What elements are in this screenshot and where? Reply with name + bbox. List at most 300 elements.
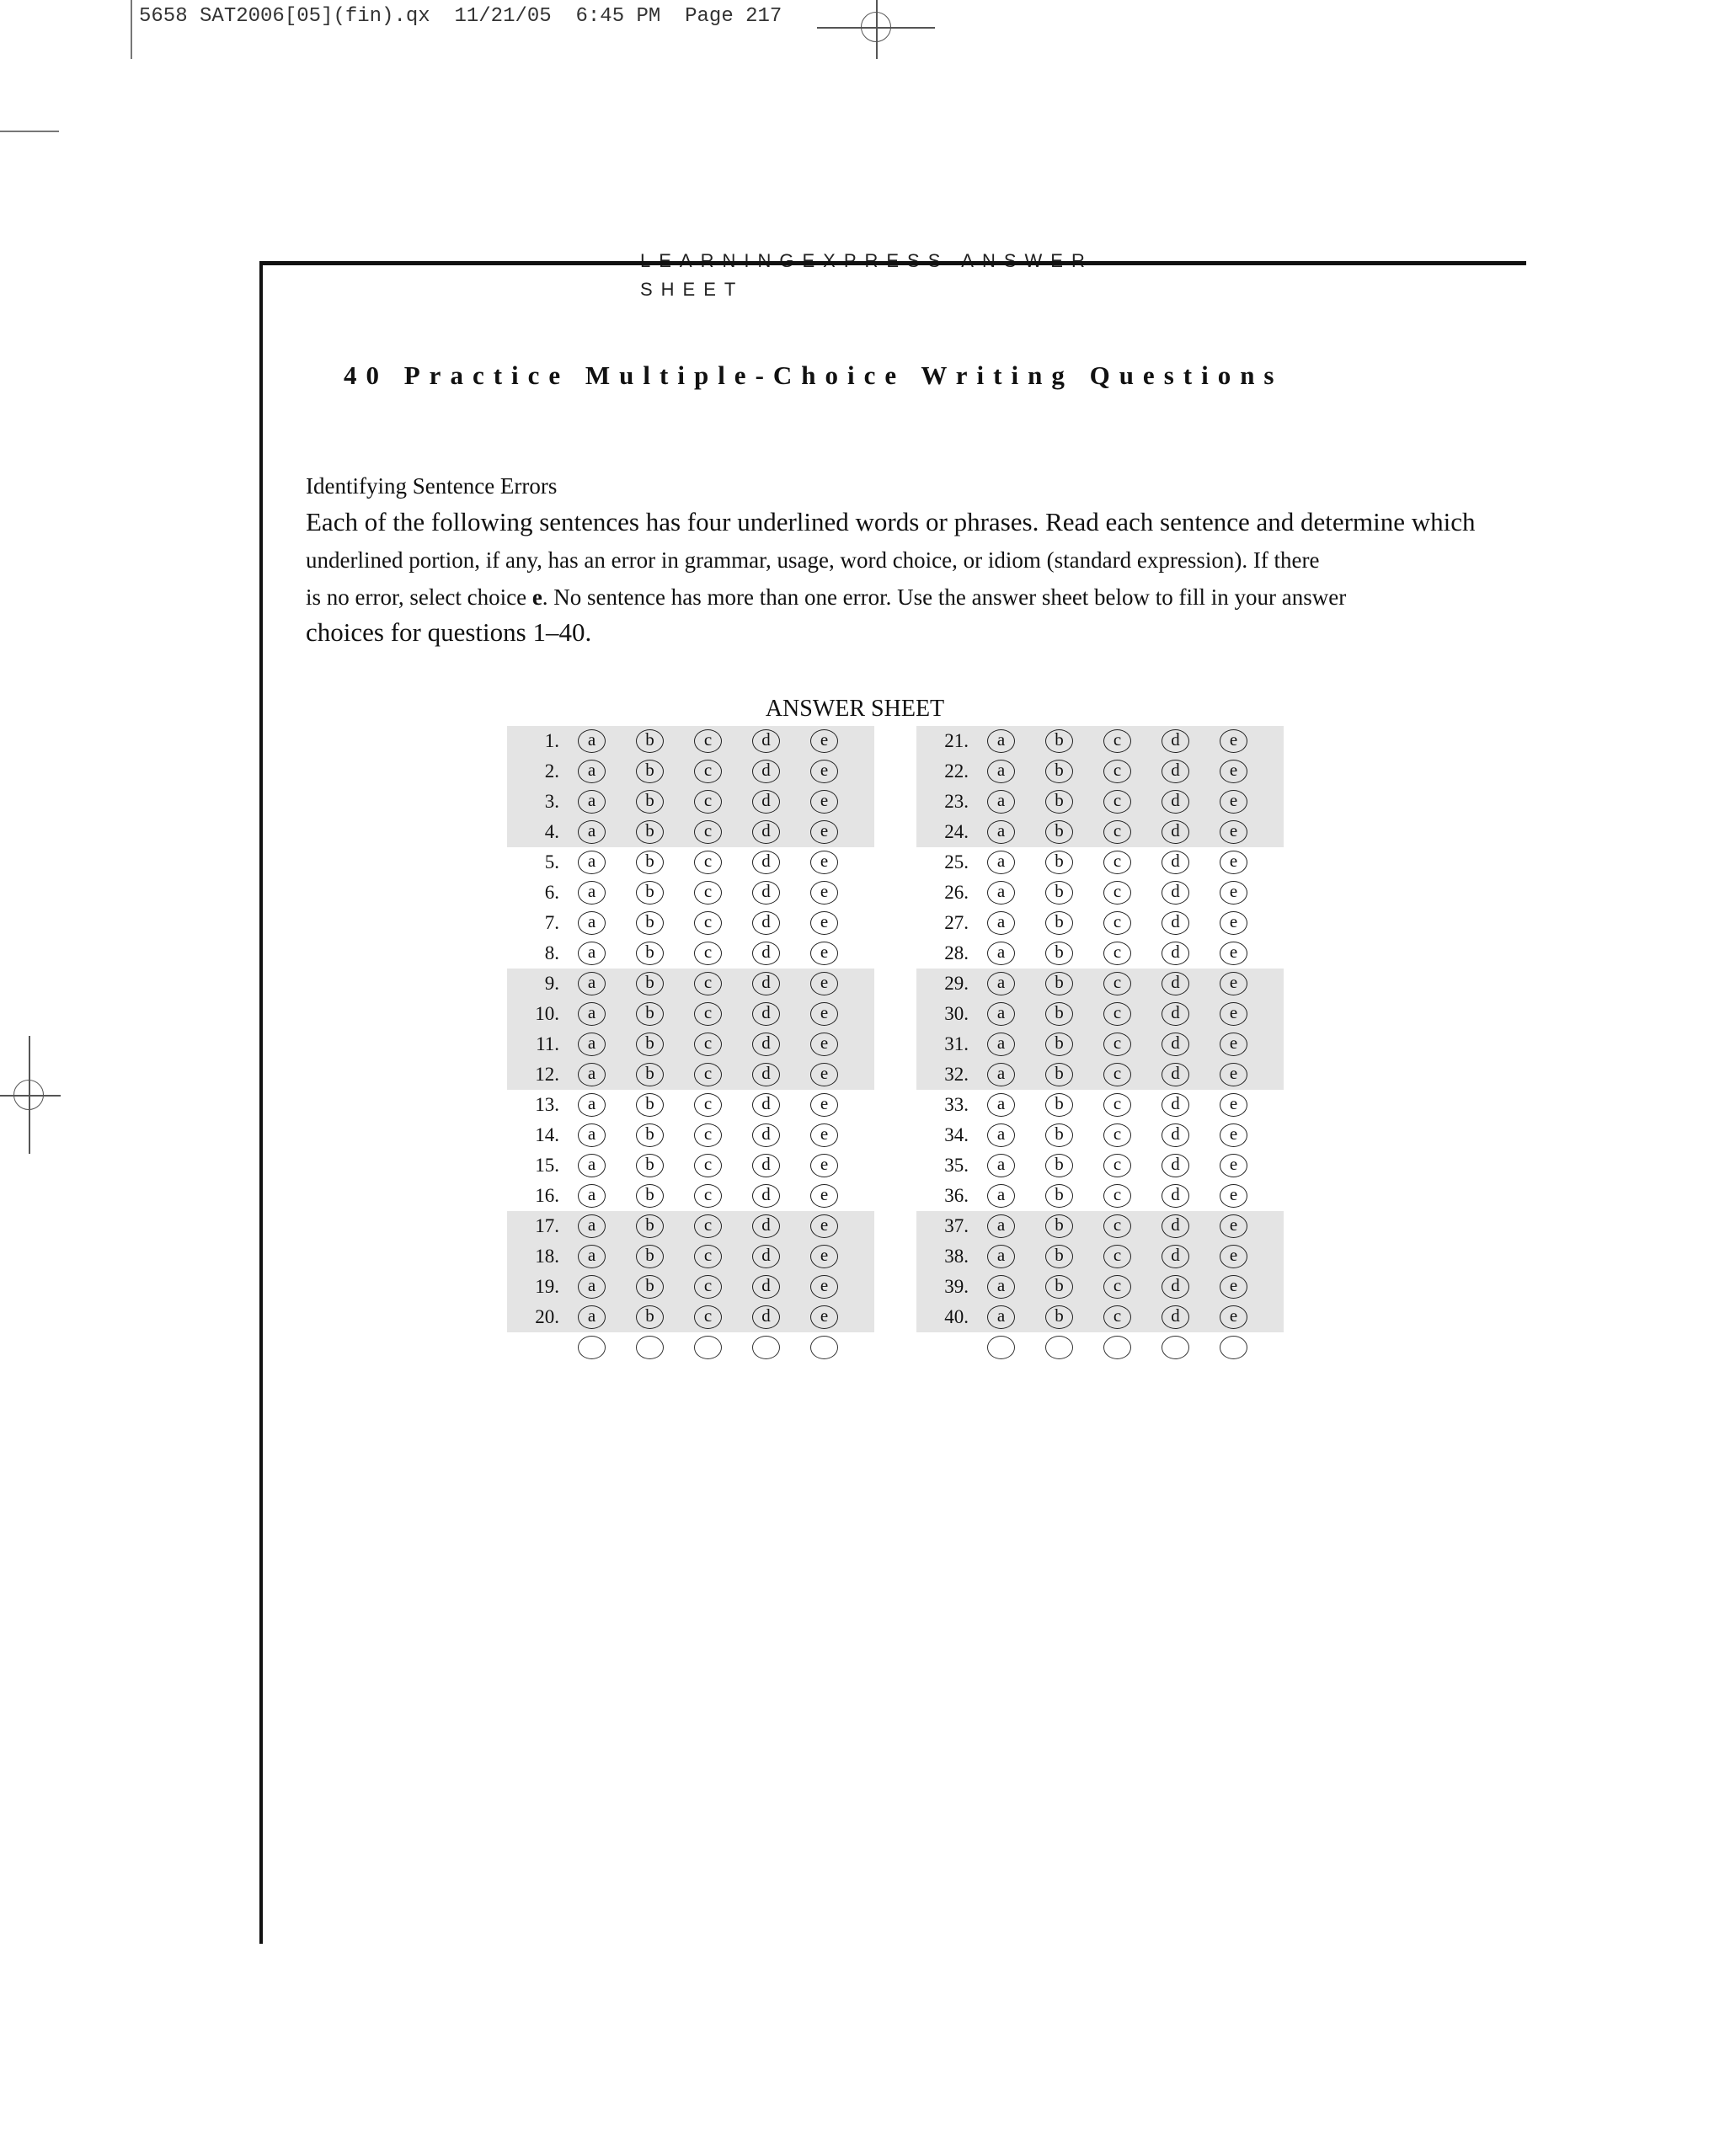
answer-row [916, 999, 1284, 1029]
answer-row [507, 878, 874, 908]
answer-bubble-c[interactable]: c [1103, 1275, 1131, 1299]
answer-bubble-c[interactable]: c [694, 1033, 722, 1056]
answer-bubble-c[interactable]: c [1103, 1033, 1131, 1056]
answer-bubble-d[interactable]: d [1162, 1002, 1189, 1026]
answer-bubble-c[interactable]: c [1103, 1305, 1131, 1329]
answer-bubble-d[interactable]: d [1162, 1154, 1189, 1177]
answer-bubble-e[interactable]: e [810, 851, 838, 874]
answer-bubble-a[interactable]: a [578, 1275, 606, 1299]
answer-bubble-a[interactable]: a [987, 972, 1015, 995]
question-number: 14. [535, 1124, 559, 1145]
answer-bubble-e[interactable]: e [1220, 972, 1247, 995]
answer-bubble-e[interactable]: e [1220, 1275, 1247, 1299]
answer-row [507, 1302, 874, 1332]
answer-bubble-d[interactable]: d [1162, 1245, 1189, 1268]
answer-bubble-d[interactable]: d [1162, 790, 1189, 814]
answer-bubble-b[interactable]: b [636, 851, 664, 874]
question-number: 8. [544, 942, 559, 963]
answer-bubble-e[interactable]: e [810, 1305, 838, 1329]
answer-bubble-c[interactable]: c [694, 1093, 722, 1117]
registration-mark-left [0, 1036, 61, 1154]
answer-bubble-a[interactable]: a [578, 760, 606, 783]
answer-bubble-c[interactable]: c [694, 1063, 722, 1086]
answer-bubble-d[interactable]: d [1162, 1275, 1189, 1299]
answer-bubble-e[interactable]: e [1220, 1123, 1247, 1147]
answer-bubble-a[interactable]: a [987, 1063, 1015, 1086]
question-number: 13. [535, 1094, 559, 1115]
answer-bubble-e[interactable]: e [810, 1184, 838, 1208]
answer-bubble-c[interactable]: c [694, 911, 722, 935]
answer-bubble-a[interactable]: a [578, 1002, 606, 1026]
answer-bubble-a[interactable]: a [987, 881, 1015, 905]
answer-bubble-e[interactable]: e [810, 1123, 838, 1147]
answer-row [507, 1211, 874, 1241]
answer-bubble-e[interactable]: e [1220, 1154, 1247, 1177]
answer-row [507, 1241, 874, 1272]
question-number: 33. [944, 1094, 969, 1115]
answer-bubble-a[interactable]: a [578, 1063, 606, 1086]
blank-bubble-row [507, 1332, 874, 1363]
answer-row [507, 1150, 874, 1181]
answer-bubble-e[interactable]: e [810, 1063, 838, 1086]
margin-rule [259, 261, 263, 1944]
answer-bubble-e[interactable]: e [810, 1002, 838, 1026]
answer-bubble-d[interactable]: d [752, 942, 780, 965]
answer-bubble-a[interactable]: a [578, 820, 606, 844]
answer-bubble-b[interactable]: b [1045, 1305, 1073, 1329]
answer-bubble-c[interactable]: c [694, 851, 722, 874]
answer-bubble-d[interactable]: d [1162, 972, 1189, 995]
answer-row [507, 938, 874, 969]
answer-row [916, 878, 1284, 908]
answer-bubble-b[interactable]: b [636, 1275, 664, 1299]
answer-bubble-a[interactable]: a [578, 881, 606, 905]
blank-bubble[interactable] [1103, 1336, 1131, 1359]
answer-row [916, 756, 1284, 787]
answer-bubble-a[interactable]: a [987, 1245, 1015, 1268]
answer-row [916, 1211, 1284, 1241]
question-number: 19. [535, 1276, 559, 1297]
answer-bubble-c[interactable]: c [1103, 820, 1131, 844]
answer-row [916, 1090, 1284, 1120]
blank-bubble[interactable] [1220, 1336, 1247, 1359]
answer-bubble-b[interactable]: b [1045, 851, 1073, 874]
blank-bubble[interactable] [810, 1336, 838, 1359]
answer-bubble-a[interactable]: a [987, 942, 1015, 965]
blank-bubble[interactable] [987, 1336, 1015, 1359]
answer-bubble-d[interactable]: d [1162, 1093, 1189, 1117]
answer-bubble-e[interactable]: e [1220, 942, 1247, 965]
answer-bubble-e[interactable]: e [1220, 729, 1247, 753]
question-number: 28. [944, 942, 969, 963]
section-title: 40 Practice Multiple-Choice Writing Questions [344, 360, 1284, 390]
blank-bubble[interactable] [578, 1336, 606, 1359]
answer-bubble-e[interactable]: e [810, 881, 838, 905]
answer-bubble-a[interactable]: a [578, 1305, 606, 1329]
answer-bubble-b[interactable]: b [1045, 1123, 1073, 1147]
answer-bubble-c[interactable]: c [1103, 972, 1131, 995]
answer-bubble-b[interactable]: b [636, 881, 664, 905]
answer-bubble-c[interactable]: c [694, 760, 722, 783]
answer-bubble-e[interactable]: e [810, 790, 838, 814]
answer-bubble-c[interactable]: c [1103, 1093, 1131, 1117]
question-number: 12. [535, 1064, 559, 1085]
answer-bubble-b[interactable]: b [636, 1002, 664, 1026]
answer-row [916, 726, 1284, 756]
registration-mark-top [817, 0, 935, 59]
answer-bubble-d[interactable]: d [752, 1033, 780, 1056]
answer-bubble-e[interactable]: e [810, 911, 838, 935]
question-number: 1. [544, 730, 559, 751]
blank-bubble[interactable] [636, 1336, 664, 1359]
answer-bubble-d[interactable]: d [752, 881, 780, 905]
answer-bubble-d[interactable]: d [752, 1245, 780, 1268]
answer-bubble-b[interactable]: b [1045, 881, 1073, 905]
answer-bubble-d[interactable]: d [752, 729, 780, 753]
answer-bubble-b[interactable]: b [636, 790, 664, 814]
answer-bubble-c[interactable]: c [1103, 911, 1131, 935]
answer-bubble-e[interactable]: e [1220, 1093, 1247, 1117]
answer-bubble-b[interactable]: b [636, 729, 664, 753]
answer-row [916, 817, 1284, 847]
blank-bubble-row [916, 1332, 1284, 1363]
answer-bubble-b[interactable]: b [636, 1184, 664, 1208]
blank-bubble[interactable] [1162, 1336, 1189, 1359]
instructions-line-3a: is no error, select choice [306, 584, 532, 610]
answer-bubble-c[interactable]: c [694, 881, 722, 905]
answer-bubble-d[interactable]: d [1162, 881, 1189, 905]
answer-bubble-a[interactable]: a [987, 820, 1015, 844]
answer-bubble-d[interactable]: d [752, 1214, 780, 1238]
answer-bubble-e[interactable]: e [1220, 790, 1247, 814]
answer-bubble-b[interactable]: b [1045, 1275, 1073, 1299]
answer-bubble-a[interactable]: a [987, 1154, 1015, 1177]
question-number: 32. [944, 1064, 969, 1085]
answer-bubble-a[interactable]: a [578, 1093, 606, 1117]
answer-bubble-c[interactable]: c [1103, 729, 1131, 753]
answer-bubble-e[interactable]: e [810, 1214, 838, 1238]
answer-bubble-b[interactable]: b [1045, 760, 1073, 783]
answer-bubble-d[interactable]: d [1162, 760, 1189, 783]
answer-row [507, 726, 874, 756]
answer-row [916, 1241, 1284, 1272]
question-number: 5. [544, 851, 559, 873]
answer-bubble-d[interactable]: d [1162, 1123, 1189, 1147]
answer-bubble-c[interactable]: c [694, 1305, 722, 1329]
answer-row [507, 969, 874, 999]
answer-bubble-b[interactable]: b [636, 1214, 664, 1238]
answer-bubble-c[interactable]: c [694, 790, 722, 814]
answer-bubble-c[interactable]: c [1103, 1154, 1131, 1177]
answer-bubble-b[interactable]: b [636, 1123, 664, 1147]
answer-row [916, 1029, 1284, 1059]
answer-bubble-d[interactable]: d [1162, 911, 1189, 935]
answer-bubble-d[interactable]: d [1162, 1033, 1189, 1056]
answer-bubble-a[interactable]: a [987, 1002, 1015, 1026]
answer-bubble-b[interactable]: b [1045, 1002, 1073, 1026]
answer-bubble-e[interactable]: e [1220, 1245, 1247, 1268]
answer-bubble-b[interactable]: b [636, 942, 664, 965]
answer-bubble-d[interactable]: d [752, 851, 780, 874]
answer-bubble-a[interactable]: a [578, 1033, 606, 1056]
answer-row [916, 908, 1284, 938]
question-number: 31. [944, 1033, 969, 1054]
answer-sheet-title: ANSWER SHEET [765, 696, 945, 722]
answer-bubble-a[interactable]: a [578, 911, 606, 935]
answer-bubble-b[interactable]: b [636, 1063, 664, 1086]
instructions-line-3 [306, 584, 1346, 611]
answer-row [507, 999, 874, 1029]
answer-column-right [916, 726, 1284, 1363]
answer-bubble-b[interactable]: b [1045, 1033, 1073, 1056]
answer-bubble-e[interactable]: e [1220, 1305, 1247, 1329]
blank-bubble[interactable] [1045, 1336, 1073, 1359]
answer-bubble-e[interactable]: e [1220, 1184, 1247, 1208]
answer-bubble-b[interactable]: b [1045, 911, 1073, 935]
answer-bubble-e[interactable]: e [1220, 851, 1247, 874]
instructions-line-1: Each of the following sentences has four underlined words or phrases. Read each sentence and determine which [306, 507, 1476, 536]
answer-bubble-a[interactable]: a [987, 1123, 1015, 1147]
answer-bubble-e[interactable]: e [1220, 760, 1247, 783]
answer-bubble-b[interactable]: b [1045, 1154, 1073, 1177]
answer-bubble-b[interactable]: b [636, 760, 664, 783]
answer-row [507, 1272, 874, 1302]
answer-bubble-a[interactable]: a [987, 1033, 1015, 1056]
answer-bubble-d[interactable]: d [1162, 729, 1189, 753]
answer-bubble-c[interactable]: c [1103, 1184, 1131, 1208]
answer-bubble-c[interactable]: c [1103, 881, 1131, 905]
answer-bubble-a[interactable]: a [987, 1214, 1015, 1238]
answer-row [916, 787, 1284, 817]
question-number: 29. [944, 973, 969, 994]
answer-bubble-d[interactable]: d [1162, 942, 1189, 965]
answer-bubble-a[interactable]: a [578, 972, 606, 995]
answer-bubble-c[interactable]: c [1103, 851, 1131, 874]
answer-bubble-d[interactable]: d [752, 1154, 780, 1177]
header-rule [261, 261, 1526, 265]
answer-bubble-c[interactable]: c [694, 820, 722, 844]
answer-bubble-b[interactable]: b [1045, 942, 1073, 965]
question-number: 35. [944, 1155, 969, 1176]
answer-bubble-a[interactable]: a [578, 790, 606, 814]
answer-bubble-e[interactable]: e [810, 760, 838, 783]
answer-bubble-a[interactable]: a [578, 1245, 606, 1268]
question-number: 3. [544, 791, 559, 812]
subhead: Identifying Sentence Errors [306, 473, 558, 499]
answer-bubble-b[interactable]: b [636, 1305, 664, 1329]
answer-bubble-b[interactable]: b [1045, 1214, 1073, 1238]
answer-bubble-b[interactable]: b [636, 972, 664, 995]
blank-bubble[interactable] [752, 1336, 780, 1359]
answer-bubble-d[interactable]: d [1162, 820, 1189, 844]
answer-bubble-e[interactable]: e [810, 1154, 838, 1177]
question-number: 24. [944, 821, 969, 842]
answer-bubble-c[interactable]: c [1103, 1245, 1131, 1268]
answer-bubble-c[interactable]: c [694, 1002, 722, 1026]
answer-bubble-a[interactable]: a [578, 851, 606, 874]
answer-bubble-d[interactable]: d [752, 790, 780, 814]
answer-row [916, 938, 1284, 969]
question-number: 4. [544, 821, 559, 842]
answer-bubble-b[interactable]: b [636, 911, 664, 935]
answer-bubble-a[interactable]: a [987, 851, 1015, 874]
answer-bubble-b[interactable]: b [1045, 1184, 1073, 1208]
answer-bubble-e[interactable]: e [1220, 881, 1247, 905]
question-number: 18. [535, 1246, 559, 1267]
question-number: 27. [944, 912, 969, 933]
answer-bubble-e[interactable]: e [810, 820, 838, 844]
answer-bubble-c[interactable]: c [1103, 1123, 1131, 1147]
answer-bubble-a[interactable]: a [578, 729, 606, 753]
answer-bubble-b[interactable]: b [1045, 1093, 1073, 1117]
answer-bubble-b[interactable]: b [1045, 729, 1073, 753]
question-number: 16. [535, 1185, 559, 1206]
blank-bubble[interactable] [694, 1336, 722, 1359]
answer-bubble-b[interactable]: b [1045, 790, 1073, 814]
answer-bubble-e[interactable]: e [1220, 1033, 1247, 1056]
answer-bubble-e[interactable]: e [810, 1033, 838, 1056]
answer-bubble-e[interactable]: e [1220, 911, 1247, 935]
answer-bubble-c[interactable]: c [1103, 760, 1131, 783]
answer-bubble-b[interactable]: b [1045, 972, 1073, 995]
answer-bubble-c[interactable]: c [694, 1184, 722, 1208]
answer-bubble-e[interactable]: e [1220, 1063, 1247, 1086]
question-number: 22. [944, 760, 969, 782]
question-number: 2. [544, 760, 559, 782]
question-number: 15. [535, 1155, 559, 1176]
question-number: 40. [944, 1306, 969, 1327]
answer-bubble-a[interactable]: a [987, 790, 1015, 814]
answer-bubble-d[interactable]: d [1162, 1184, 1189, 1208]
instructions-choice-e: e [531, 584, 542, 610]
question-number: 25. [944, 851, 969, 873]
question-number: 34. [944, 1124, 969, 1145]
question-number: 11. [536, 1033, 559, 1054]
answer-bubble-d[interactable]: d [752, 972, 780, 995]
answer-bubble-e[interactable]: e [810, 1275, 838, 1299]
answer-bubble-d[interactable]: d [752, 1184, 780, 1208]
question-number: 39. [944, 1276, 969, 1297]
answer-bubble-d[interactable]: d [752, 1275, 780, 1299]
answer-bubble-e[interactable]: e [810, 729, 838, 753]
answer-row [916, 847, 1284, 878]
question-number: 23. [944, 791, 969, 812]
answer-bubble-d[interactable]: d [752, 820, 780, 844]
question-number: 21. [944, 730, 969, 751]
answer-bubble-c[interactable]: c [694, 942, 722, 965]
question-number: 30. [944, 1003, 969, 1024]
answer-bubble-a[interactable]: a [987, 1275, 1015, 1299]
question-number: 6. [544, 882, 559, 903]
answer-bubble-c[interactable]: c [694, 729, 722, 753]
answer-bubble-d[interactable]: d [752, 1123, 780, 1147]
answer-bubble-a[interactable]: a [987, 911, 1015, 935]
question-number: 7. [544, 912, 559, 933]
question-number: 38. [944, 1246, 969, 1267]
answer-bubble-e[interactable]: e [810, 1245, 838, 1268]
answer-bubble-e[interactable]: e [810, 942, 838, 965]
answer-bubble-d[interactable]: d [752, 1002, 780, 1026]
answer-row [507, 1059, 874, 1090]
answer-bubble-d[interactable]: d [1162, 1063, 1189, 1086]
answer-row [507, 787, 874, 817]
answer-bubble-c[interactable]: c [694, 972, 722, 995]
answer-bubble-b[interactable]: b [1045, 1245, 1073, 1268]
answer-bubble-c[interactable]: c [694, 1275, 722, 1299]
question-number: 37. [944, 1215, 969, 1236]
answer-bubble-d[interactable]: d [752, 1063, 780, 1086]
instructions-line-2: underlined portion, if any, has an error in grammar, usage, word choice, or idiom (standard expression). If there [306, 547, 1320, 573]
answer-row [916, 1302, 1284, 1332]
answer-bubble-e[interactable]: e [810, 1093, 838, 1117]
answer-bubble-a[interactable]: a [578, 1154, 606, 1177]
answer-bubble-b[interactable]: b [636, 1154, 664, 1177]
answer-bubble-a[interactable]: a [987, 760, 1015, 783]
answer-bubble-b[interactable]: b [636, 1093, 664, 1117]
answer-row [507, 1120, 874, 1150]
answer-bubble-e[interactable]: e [810, 972, 838, 995]
answer-bubble-a[interactable]: a [578, 1214, 606, 1238]
answer-bubble-a[interactable]: a [987, 1093, 1015, 1117]
answer-bubble-a[interactable]: a [578, 1184, 606, 1208]
answer-bubble-e[interactable]: e [1220, 1214, 1247, 1238]
answer-bubble-d[interactable]: d [752, 1093, 780, 1117]
crop-line-top-left-vertical [131, 0, 132, 59]
answer-bubble-c[interactable]: c [694, 1123, 722, 1147]
answer-bubble-b[interactable]: b [636, 1245, 664, 1268]
running-head: SHEET [640, 279, 745, 300]
answer-row [507, 847, 874, 878]
answer-row [916, 1150, 1284, 1181]
question-number: 20. [535, 1306, 559, 1327]
answer-bubble-a[interactable]: a [987, 1305, 1015, 1329]
answer-bubble-c[interactable]: c [1103, 790, 1131, 814]
answer-row [507, 1090, 874, 1120]
answer-bubble-c[interactable]: c [1103, 1063, 1131, 1086]
answer-bubble-c[interactable]: c [694, 1214, 722, 1238]
print-slug: 5658 SAT2006[05](fin).qx 11/21/05 6:45 PM Page 217 [139, 5, 782, 28]
answer-bubble-c[interactable]: c [694, 1245, 722, 1268]
answer-bubble-b[interactable]: b [636, 1033, 664, 1056]
answer-bubble-a[interactable]: a [578, 942, 606, 965]
answer-bubble-c[interactable]: c [1103, 1214, 1131, 1238]
question-number: 36. [944, 1185, 969, 1206]
answer-bubble-c[interactable]: c [694, 1154, 722, 1177]
answer-bubble-a[interactable]: a [987, 729, 1015, 753]
answer-bubble-b[interactable]: b [1045, 820, 1073, 844]
answer-bubble-e[interactable]: e [1220, 1002, 1247, 1026]
answer-bubble-b[interactable]: b [1045, 1063, 1073, 1086]
answer-bubble-e[interactable]: e [1220, 820, 1247, 844]
answer-row [507, 1181, 874, 1211]
answer-bubble-a[interactable]: a [987, 1184, 1015, 1208]
answer-bubble-a[interactable]: a [578, 1123, 606, 1147]
answer-bubble-c[interactable]: c [1103, 1002, 1131, 1026]
answer-bubble-b[interactable]: b [636, 820, 664, 844]
answer-bubble-d[interactable]: d [1162, 851, 1189, 874]
question-number: 17. [535, 1215, 559, 1236]
answer-row [916, 1120, 1284, 1150]
answer-bubble-d[interactable]: d [752, 1305, 780, 1329]
answer-bubble-d[interactable]: d [1162, 1214, 1189, 1238]
answer-column-left [507, 726, 874, 1363]
answer-bubble-d[interactable]: d [752, 760, 780, 783]
instructions-line-4: choices for questions 1–40. [306, 617, 592, 647]
answer-bubble-d[interactable]: d [752, 911, 780, 935]
answer-bubble-c[interactable]: c [1103, 942, 1131, 965]
answer-row [507, 908, 874, 938]
answer-bubble-d[interactable]: d [1162, 1305, 1189, 1329]
